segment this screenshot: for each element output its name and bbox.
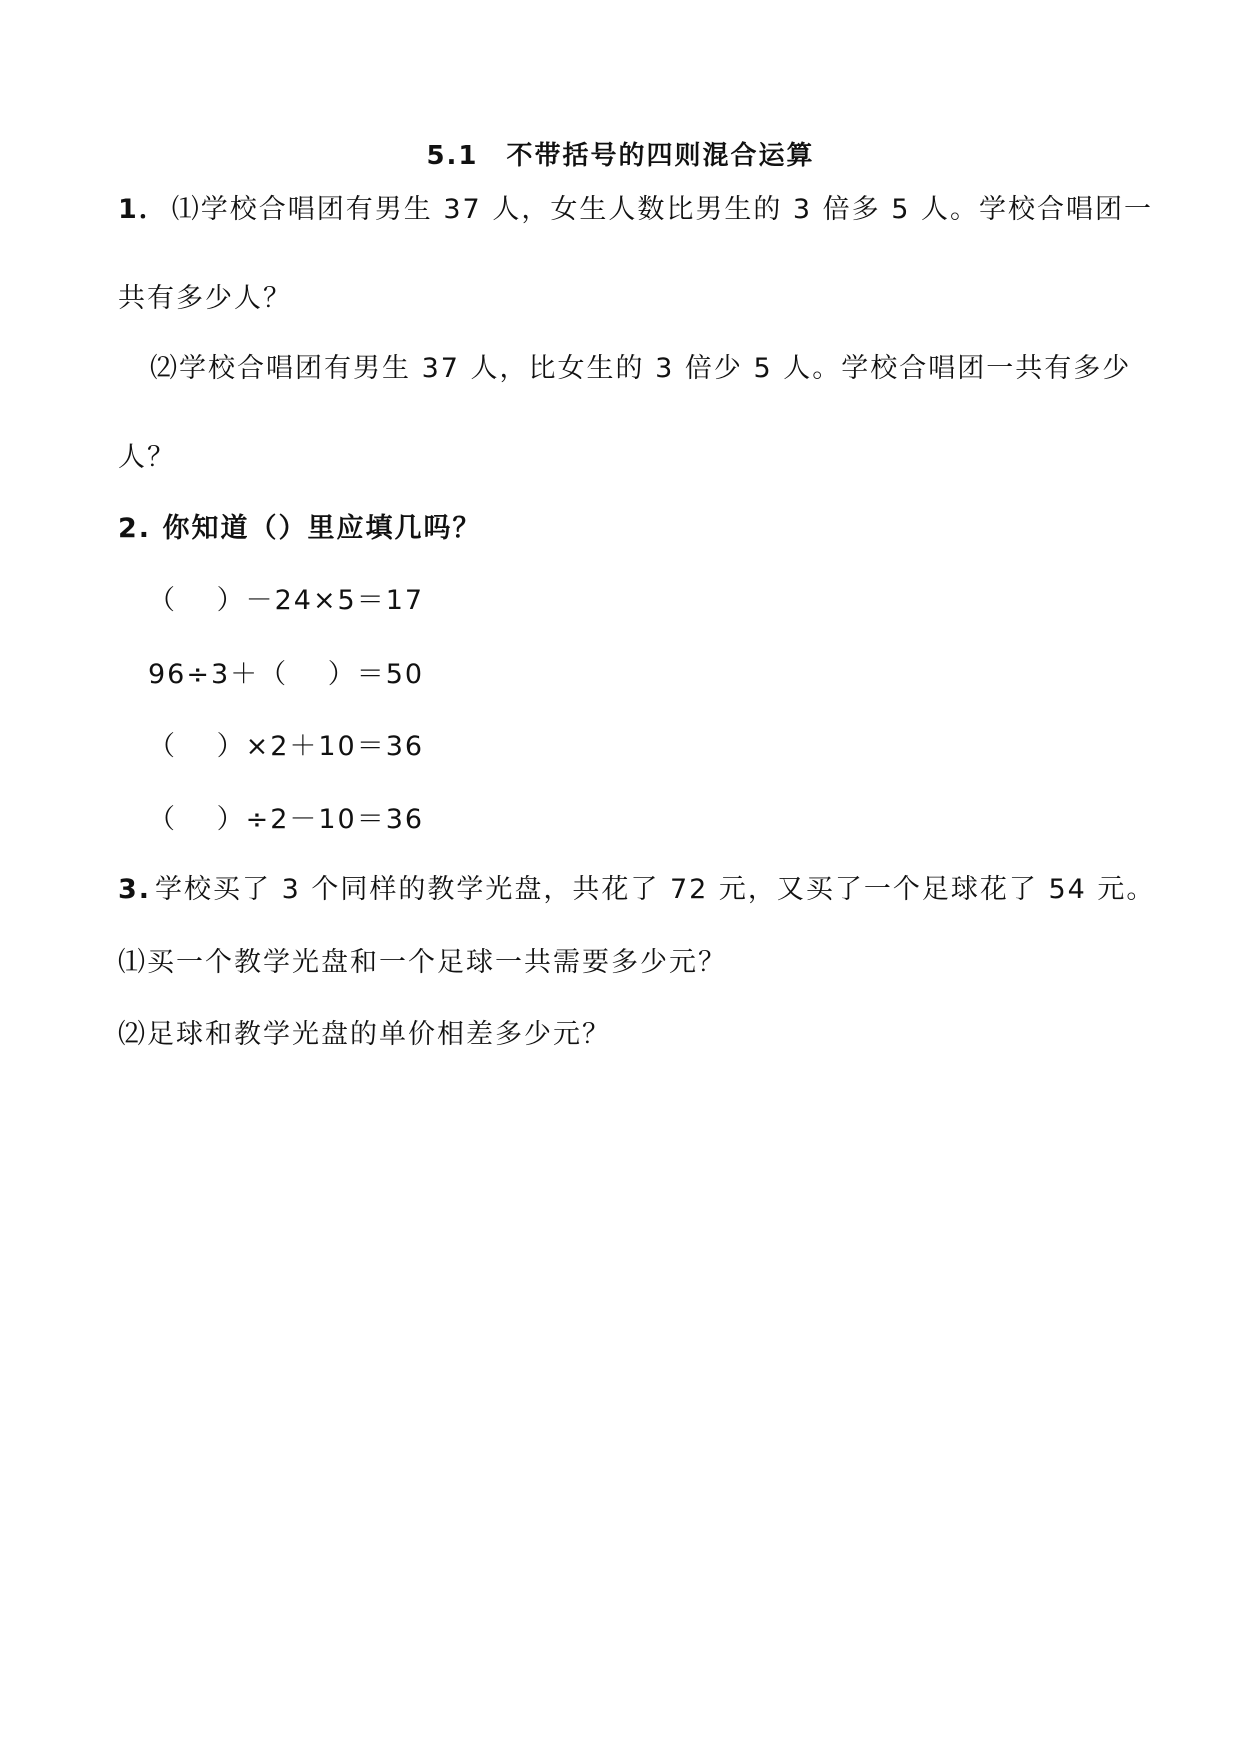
question-3-number: 3. bbox=[118, 874, 152, 905]
question-1-part-1-text: ⑴学校合唱团有男生 37 人，女生人数比男生的 3 倍多 5 人。学校合唱团一 bbox=[171, 194, 1154, 225]
question-3-stem bbox=[118, 874, 1155, 906]
question-2-equation-4: （ ）÷2－10＝36 bbox=[148, 804, 425, 835]
question-1-part-1-line-2: 共有多少人？ bbox=[118, 283, 292, 314]
question-1-number: 1． bbox=[118, 194, 168, 225]
question-1-part-1-line-1 bbox=[118, 194, 1153, 226]
question-2-equation-1: （ ）－24×5＝17 bbox=[148, 585, 425, 616]
page-title: 5.1 不带括号的四则混合运算 bbox=[426, 141, 815, 171]
question-2-equation-2: 96÷3＋（ ）＝50 bbox=[148, 659, 425, 690]
question-2-heading: 2. 你知道（）里应填几吗？ bbox=[118, 513, 482, 544]
question-3-part-1: ⑴买一个教学光盘和一个足球一共需要多少元？ bbox=[118, 947, 727, 978]
question-3-part-2: ⑵足球和教学光盘的单价相差多少元？ bbox=[118, 1019, 611, 1050]
question-3-stem-text: 学校买了 3 个同样的教学光盘，共花了 72 元，又买了一个足球花了 54 元。 bbox=[155, 874, 1156, 905]
question-2-equation-3: （ ）×2＋10＝36 bbox=[148, 731, 425, 762]
question-1-part-2-line-1: ⑵学校合唱团有男生 37 人，比女生的 3 倍少 5 人。学校合唱团一共有多少 bbox=[150, 353, 1132, 384]
question-1-part-2-line-2: 人？ bbox=[118, 442, 176, 473]
